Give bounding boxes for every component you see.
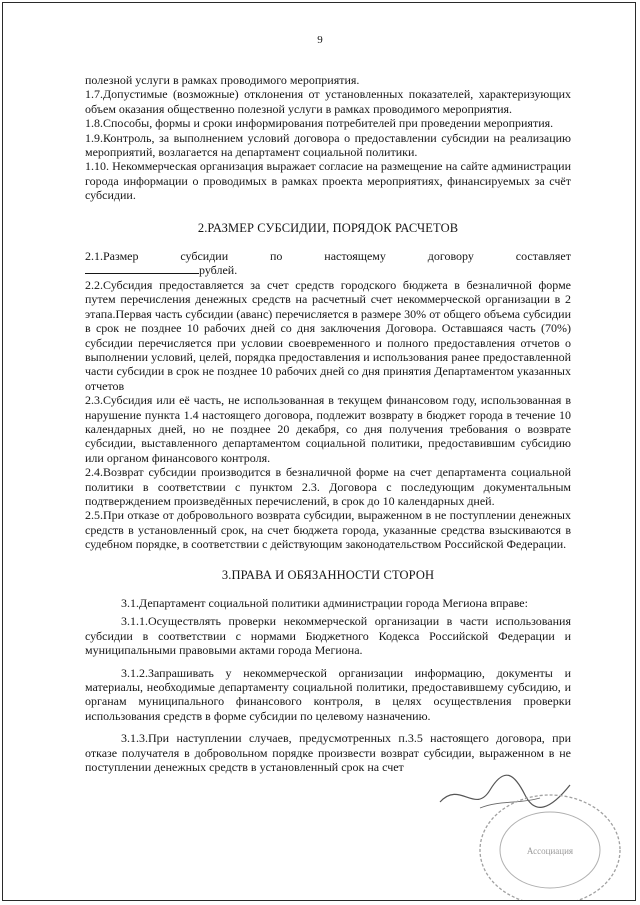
section-3-heading: 3.ПРАВА И ОБЯЗАННОСТИ СТОРОН (221, 567, 435, 582)
paragraph-2-1-line1: 2.1.Размер субсидии по настоящему договору составляет (85, 249, 571, 264)
paragraph-1-7: 1.7.Допустимые (возможные) отклонения от установленных показателей, характеризующих объем оказания общественно полезной услуги в рамках проводимого мероприятия. (85, 87, 571, 116)
paragraph-3-1-1: 3.1.1.Осуществлять проверки некоммерческой организации в части использования субсидии в соответствии с нормами Бюджетного Кодекса Российской Федерации и муниципальными правовыми актами города Мегиона. (85, 614, 571, 658)
paragraph-3-1-3: 3.1.3.При наступлении случаев, предусмотренных п.3.5 настоящего договора, при отказе получателя в добровольном порядке произвести возврат субсидии, выраженном в не поступлении денежных средств в установленный срок на счет (85, 731, 571, 775)
paragraph-2-1-line2 (85, 263, 571, 277)
paragraph-2-2: 2.2.Субсидия предоставляется за счет средств городского бюджета в безналичной форме путем перечисления денежных средств на расчетный счет некоммерческой организации в 2 этапа.Первая часть субсидии (аванс) перечисляется в размере 30% от общего объема субсидии в срок не позднее 10 рабочих дней со дня заключения Договора. Оставшаяся часть (70%) субсидии перечисляется при условии своевременного и полного предоставления отчетов о выполнении условий, целей, порядка предоставления и использования ранее предоставленной части субсидии в срок не позднее 10 рабочих дней со дня принятия Департаментом указанных отчетов (85, 277, 571, 393)
paragraph-2-5: 2.5.При отказе от добровольного возврата субсидии, выраженном в не поступлении денежных средств в установленный срок, на счет бюджета города, указанные средства взыскиваются в судебном порядке, в соответствии с действующим законодательством Российской Федерации. (85, 508, 571, 552)
stamp-text: Ассоциация (526, 846, 574, 856)
paragraph-1-8: 1.8.Способы, формы и сроки информирования потребителей при проведении мероприятия. (85, 116, 554, 131)
paragraph-2-4: 2.4.Возврат субсидии производится в безналичной форме на счет департамента социальной политики в соответствии с пунктом 2.3. Договора с последующим документальным подтверждением произведённых перечислений, в срок до 10 календарных дней. (85, 465, 571, 508)
paragraph-2-3: 2.3.Субсидия или её часть, не использованная в текущем финансовом году, использованная в нарушение пункта 1.4 настоящего договора, подлежит возврату в бюджет города в течение 10 календарных дней, но не позднее 20 декабря, со дня получения требования о возврате субсидии, выставленного департаментом социальной политики, предоставившим субсидию или органом финансового контроля. (85, 393, 571, 465)
paragraph-3-1-2: 3.1.2.Запрашивать у некоммерческой организации информацию, документы и материалы, необходимые департаменту социальной политики, предоставившему субсидию, и органам муниципального финансового контроля, в целях осуществления проверки использования средств в форме субсидии по целевому назначению. (85, 665, 571, 723)
rubles-label: рублей. (199, 263, 238, 278)
amount-blank-line-short (175, 263, 199, 274)
organization-stamp (470, 780, 630, 900)
section-2-heading: 2.РАЗМЕР СУБСИДИИ, ПОРЯДОК РАСЧЕТОВ (197, 220, 459, 235)
page-number: 9 (317, 34, 323, 46)
document-body (85, 73, 571, 774)
paragraph-1-10: 1.10. Некоммерческая организация выражает согласие на размещение на сайте администрации города информации о проводимых в рамках проекта мероприятиях, финансируемых за счёт субсидии. (85, 159, 571, 203)
paragraph-1-9: 1.9.Контроль, за выполнением условий договора о предоставлении субсидии на реализацию мероприятий, возлагается на департамент социальной политики. (85, 130, 571, 160)
paragraph-3-1: 3.1.Департамент социальной политики администрации города Мегиона вправе: (121, 596, 528, 610)
amount-blank-line (85, 263, 175, 274)
paragraph-1-6-end: полезной услуги в рамках проводимого мероприятия. (85, 73, 360, 87)
